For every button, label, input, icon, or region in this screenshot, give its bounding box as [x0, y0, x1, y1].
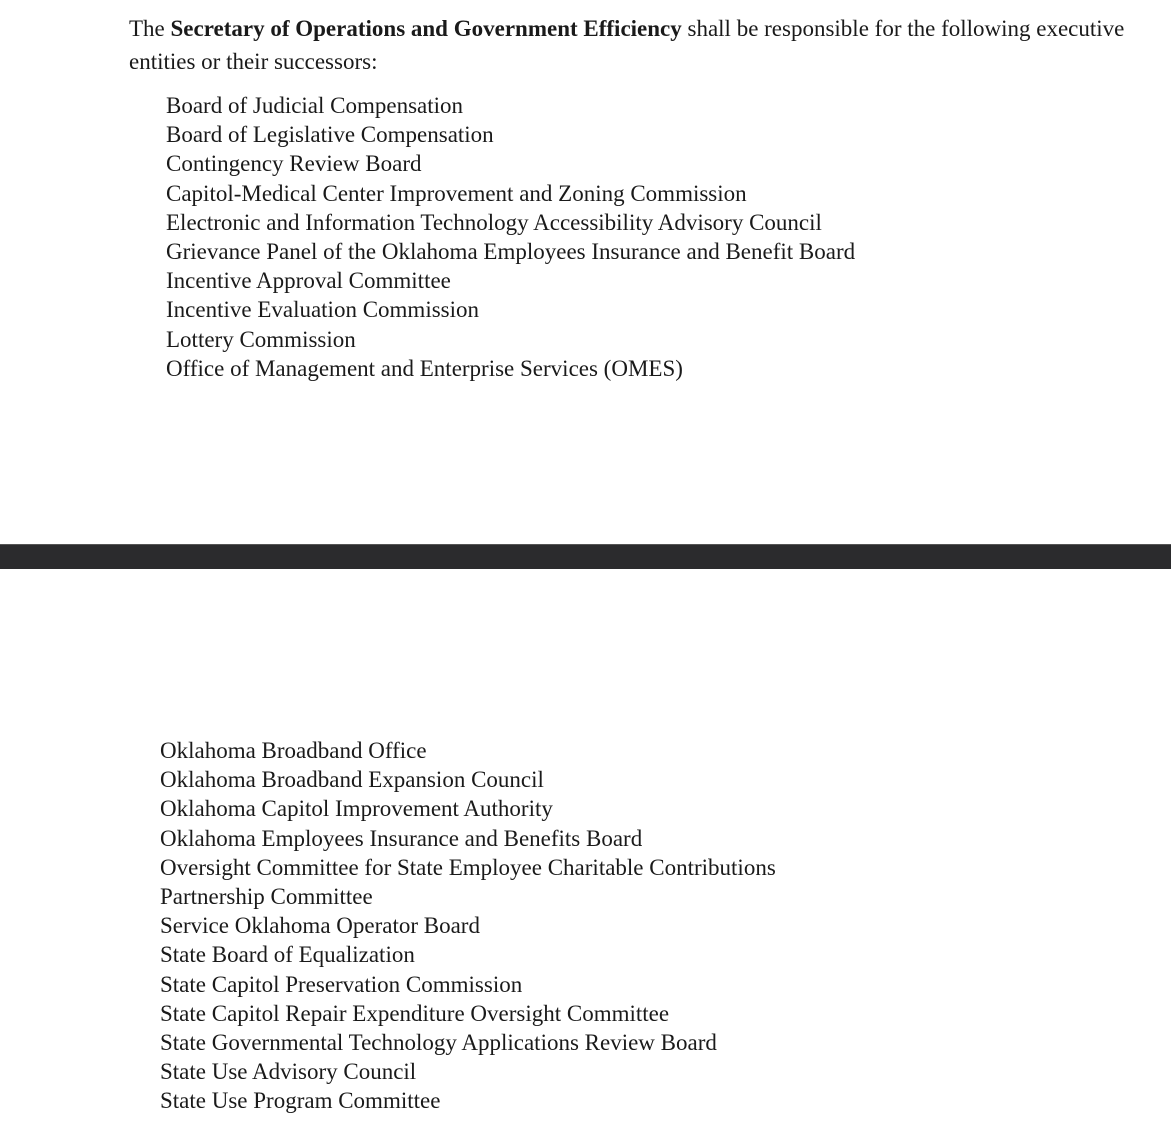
list-item: Oklahoma Employees Insurance and Benefits Board: [160, 825, 643, 851]
entity-list-top: [166, 91, 855, 383]
list-item: Office of Management and Enterprise Services (OMES): [166, 355, 683, 381]
list-item: State Use Advisory Council: [160, 1059, 417, 1085]
list-item: State Use Program Committee: [160, 1088, 441, 1114]
list-item: Oklahoma Broadband Expansion Council: [160, 767, 544, 793]
entity-list-bottom: [160, 736, 776, 1115]
intro-text-before: The: [129, 16, 171, 41]
secretary-title: Secretary of Operations and Government Efficiency: [170, 16, 682, 41]
list-item: Contingency Review Board: [166, 151, 422, 177]
list-item: State Board of Equalization: [160, 942, 415, 968]
list-item: Oklahoma Capitol Improvement Authority: [160, 796, 553, 822]
list-item: Lottery Commission: [166, 326, 356, 352]
list-item: Partnership Committee: [160, 883, 373, 909]
list-item: Incentive Evaluation Commission: [166, 297, 480, 323]
intro-text-after: shall be responsible for the following executive entities or their successors:: [129, 16, 1125, 74]
page-divider: [0, 544, 1171, 570]
list-item: State Capitol Preservation Commission: [160, 971, 523, 997]
intro-paragraph: [129, 12, 1129, 78]
document-page-top: [0, 0, 1171, 544]
list-item: Service Oklahoma Operator Board: [160, 913, 480, 939]
list-item: State Capitol Repair Expenditure Oversight Committee: [160, 1000, 670, 1026]
list-item: Oversight Committee for State Employee Charitable Contributions: [160, 854, 776, 880]
list-item: Incentive Approval Committee: [166, 268, 451, 294]
list-item: Board of Judicial Compensation: [166, 93, 464, 118]
list-item: Capitol-Medical Center Improvement and Zoning Commission: [166, 180, 747, 206]
list-item: Electronic and Information Technology Accessibility Advisory Council: [166, 209, 822, 235]
list-item: Grievance Panel of the Oklahoma Employees Insurance and Benefit Board: [166, 238, 856, 264]
document-page-bottom: [0, 569, 1171, 1136]
list-item: State Governmental Technology Applications Review Board: [160, 1029, 717, 1055]
list-item: Oklahoma Broadband Office: [160, 738, 427, 763]
list-item: Board of Legislative Compensation: [166, 122, 494, 148]
